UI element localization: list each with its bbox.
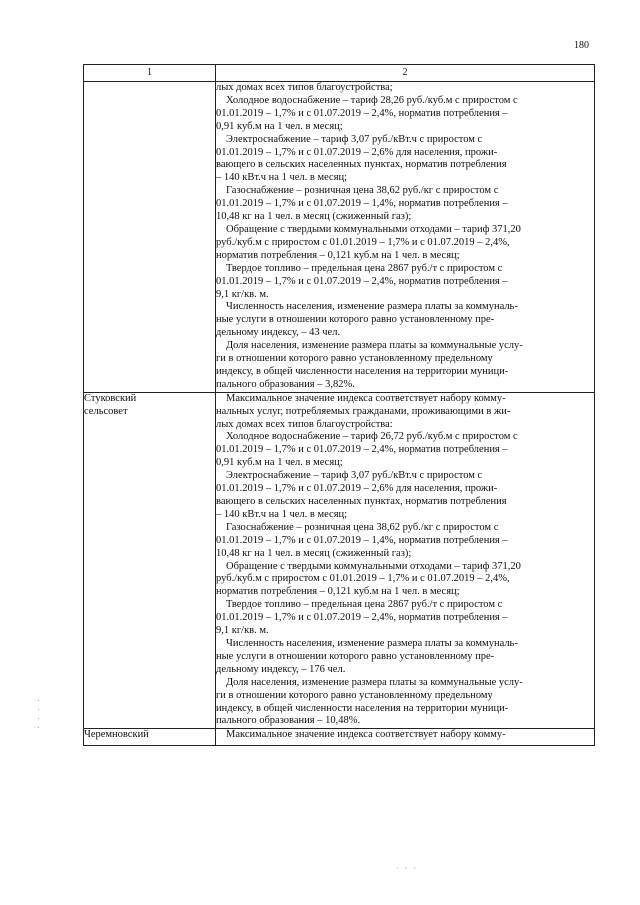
scan-artifact: · · · [396,864,418,873]
paragraph: лых домах всех типов благоустройства; [216,82,393,93]
region-name-cell [84,729,216,746]
region-name-cell [84,392,216,729]
paragraph: Холодное водоснабжение – тариф 26,72 руб./куб.м с приростом с 01.01.2019 – 1,7% и с 01.07.2019 – 2,4%, норматив потребления – 0,91 куб.м на 1 чел. в месяц; [216,431,518,469]
column-header-1: 1 [84,65,216,82]
table-row-continued [84,82,595,393]
paragraph: Газоснабжение – розничная цена 38,62 руб./кг с приростом с 01.01.2019 – 1,7% и с 01.07.2019 – 1,4%, норматив потребления – 10,48 кг на 1 чел. в месяц (сжиженный газ); [216,521,508,559]
paragraph: Максимальное значение индекса соответствует набору комму- нальных услуг, потребляемых гражданами, проживающими в жи- лых домах всех типов благоустройства: [216,392,511,430]
tariff-table [83,64,595,746]
paragraph: Электроснабжение – тариф 3,07 руб./кВт.ч с приростом с 01.01.2019 – 1,7% и с 01.07.2019 – 2,6% для населения, прожи- вающего в сельских населенных пунктах, норматив потребления – 140 кВт.ч на 1 чел. в месяц; [216,133,507,184]
region-name: Стуковский сельсовет [84,392,137,417]
table-row-cheremnovsky [84,729,595,746]
paragraph: Максимальное значение индекса соответствует набору комму- [226,729,506,741]
table-header-row [84,65,595,82]
region-name-cell [84,82,216,393]
paragraph: Численность населения, изменение размера платы за коммуналь- ные услуги в отношении которого равно установленному пре- дельному индексу, – 43 чел. [216,301,518,339]
paragraph: Электроснабжение – тариф 3,07 руб./кВт.ч с приростом с 01.01.2019 – 1,7% и с 01.07.2019 – 2,6% для населения, прожи- вающего в сельских населенных пунктах, норматив потребления – 140 кВт.ч на 1 чел. в месяц; [216,470,507,520]
scan-artifact [38,700,42,770]
paragraph: Численность населения, изменение размера платы за коммуналь- ные услуги в отношении которого равно установленному пре- дельному индексу, – 176 чел. [216,637,518,675]
description-cell [216,729,595,746]
paragraph: Твердое топливо – предельная цена 2867 руб./т с приростом с 01.01.2019 – 1,7% и с 01.07.2019 – 2,4%, норматив потребления – 9,1 кг/кв. м. [216,599,508,637]
paragraph: Доля населения, изменение размера платы за коммунальные услу- ги в отношении которого равно установленному предельному индексу, в общей численности населения на территории муници- пального образования – 10,48%. [216,676,523,727]
paragraph: Доля населения, изменение размера платы за коммунальные услу- ги в отношении которого равно установленному предельному индексу, в общей численности населения на территории муници- пального образования – 3,82%. [216,340,523,390]
page-number: 180 [574,40,589,51]
paragraph: Холодное водоснабжение – тариф 28,26 руб./куб.м с приростом с 01.01.2019 – 1,7% и с 01.07.2019 – 2,4%, норматив потребления – 0,91 куб.м на 1 чел. в месяц; [216,94,518,132]
paragraph: Газоснабжение – розничная цена 38,62 руб./кг с приростом с 01.01.2019 – 1,7% и с 01.07.2019 – 1,4%, норматив потребления – 10,48 кг на 1 чел. в месяц (сжиженный газ); [216,185,508,223]
description-cell [216,392,595,729]
paragraph: Обращение с твердыми коммунальными отходами – тариф 371,20 руб./куб.м с приростом с 01.01.2019 – 1,7% и с 01.07.2019 – 2,4%, норматив потребления – 0,121 куб.м на 1 чел. в месяц; [216,560,521,598]
description-cell [216,82,595,393]
paragraph: Твердое топливо – предельная цена 2867 руб./т с приростом с 01.01.2019 – 1,7% и с 01.07.2019 – 2,4%, норматив потребления – 9,1 кг/кв. м. [216,262,508,300]
table-row-stukovsky [84,392,595,729]
region-name: Черемновский [84,729,149,741]
paragraph: Обращение с твердыми коммунальными отходами – тариф 371,20 руб./куб.м с приростом с 01.01.2019 – 1,7% и с 01.07.2019 – 2,4%, норматив потребления – 0,121 куб.м на 1 чел. в месяц; [216,223,521,261]
column-header-2: 2 [216,65,595,82]
